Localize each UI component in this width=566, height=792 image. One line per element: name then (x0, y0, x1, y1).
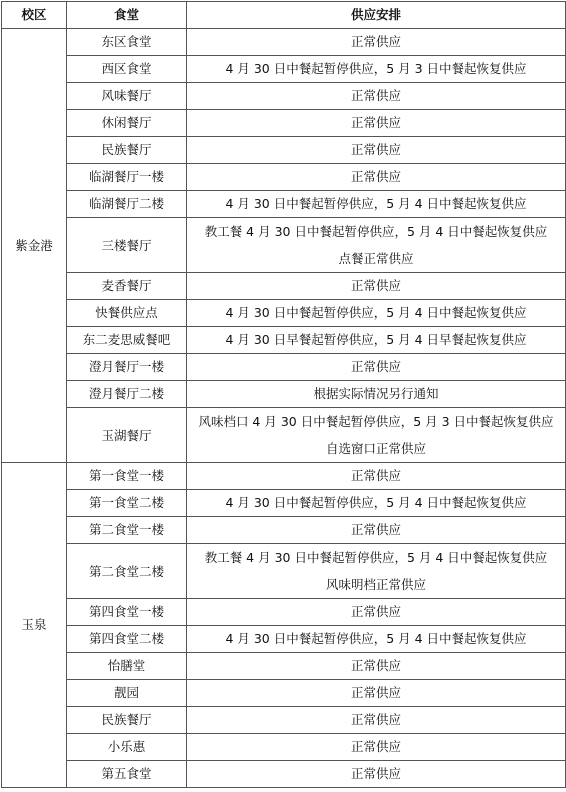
dining-hall-cell: 快餐供应点 (67, 300, 187, 327)
dining-hall-cell: 休闲餐厅 (67, 110, 187, 137)
header-arrangement: 供应安排 (187, 2, 566, 29)
arrangement-line: 点餐正常供应 (338, 251, 414, 266)
table-row (2, 300, 566, 327)
arrangement-cell (187, 191, 566, 218)
arrangement-line: 正常供应 (350, 604, 401, 619)
table-row (2, 218, 566, 273)
arrangement-cell (187, 707, 566, 734)
arrangement-cell (187, 761, 566, 788)
table-row (2, 191, 566, 218)
arrangement-line: 4 月 30 日中餐起暂停供应，5 月 4 日中餐起恢复供应 (225, 495, 527, 510)
table-header (2, 2, 566, 29)
dining-hall-cell: 第一食堂一楼 (67, 463, 187, 490)
dining-hall-cell: 第一食堂二楼 (67, 490, 187, 517)
arrangement-cell (187, 599, 566, 626)
arrangement-cell (187, 327, 566, 354)
arrangement-line: 4 月 30 日中餐起暂停供应，5 月 4 日中餐起恢复供应 (225, 631, 527, 646)
arrangement-cell (187, 626, 566, 653)
arrangement-line: 正常供应 (350, 766, 401, 781)
arrangement-line: 风味明档正常供应 (325, 577, 426, 592)
arrangement-line: 教工餐 4 月 30 日中餐起暂停供应，5 月 4 日中餐起恢复供应 (204, 224, 548, 239)
dining-hall-cell: 第五食堂 (67, 761, 187, 788)
dining-hall-cell: 玉湖餐厅 (67, 408, 187, 463)
arrangement-line: 4 月 30 日早餐起暂停供应，5 月 4 日早餐起恢复供应 (225, 332, 527, 347)
arrangement-cell (187, 273, 566, 300)
dining-hall-cell: 西区食堂 (67, 56, 187, 83)
campus-cell: 玉泉 (2, 463, 67, 788)
dining-hall-cell: 澄月餐厅二楼 (67, 381, 187, 408)
arrangement-line: 根据实际情况另行通知 (313, 386, 439, 401)
header-campus: 校区 (2, 2, 67, 29)
table-row (2, 599, 566, 626)
table-row (2, 653, 566, 680)
arrangement-line: 4 月 30 日中餐起暂停供应，5 月 4 日中餐起恢复供应 (225, 305, 527, 320)
dining-schedule-table (1, 1, 566, 788)
arrangement-line: 正常供应 (350, 522, 401, 537)
table-row (2, 56, 566, 83)
arrangement-cell (187, 137, 566, 164)
dining-hall-cell: 临湖餐厅一楼 (67, 164, 187, 191)
table-row (2, 490, 566, 517)
dining-hall-cell: 东二麦思威餐吧 (67, 327, 187, 354)
dining-hall-cell: 东区食堂 (67, 29, 187, 56)
table-row (2, 381, 566, 408)
arrangement-cell (187, 408, 566, 463)
arrangement-cell (187, 734, 566, 761)
arrangement-cell (187, 164, 566, 191)
arrangement-cell (187, 517, 566, 544)
arrangement-line: 自选窗口正常供应 (325, 441, 426, 456)
table-row (2, 273, 566, 300)
dining-hall-cell: 第四食堂二楼 (67, 626, 187, 653)
table-row (2, 29, 566, 56)
arrangement-line: 风味档口 4 月 30 日中餐起暂停供应，5 月 3 日中餐起恢复供应 (198, 414, 554, 429)
dining-hall-cell: 第四食堂一楼 (67, 599, 187, 626)
table-row (2, 110, 566, 137)
dining-hall-cell: 小乐惠 (67, 734, 187, 761)
arrangement-cell (187, 29, 566, 56)
table-row (2, 544, 566, 599)
arrangement-line: 正常供应 (350, 88, 401, 103)
dining-hall-cell: 民族餐厅 (67, 137, 187, 164)
table-row (2, 707, 566, 734)
table-row (2, 327, 566, 354)
table-row (2, 734, 566, 761)
arrangement-cell (187, 218, 566, 273)
header-row (2, 2, 566, 29)
table-row (2, 626, 566, 653)
arrangement-cell (187, 300, 566, 327)
table-body (2, 29, 566, 788)
arrangement-line: 正常供应 (350, 468, 401, 483)
table-row (2, 83, 566, 110)
arrangement-line: 正常供应 (350, 169, 401, 184)
table-row (2, 517, 566, 544)
arrangement-cell (187, 653, 566, 680)
arrangement-cell (187, 381, 566, 408)
arrangement-cell (187, 83, 566, 110)
arrangement-line: 正常供应 (350, 34, 401, 49)
dining-hall-cell: 民族餐厅 (67, 707, 187, 734)
table-row (2, 137, 566, 164)
dining-hall-cell: 麦香餐厅 (67, 273, 187, 300)
dining-hall-cell: 怡膳堂 (67, 653, 187, 680)
arrangement-line: 4 月 30 日中餐起暂停供应，5 月 4 日中餐起恢复供应 (225, 196, 527, 211)
dining-hall-cell: 风味餐厅 (67, 83, 187, 110)
dining-hall-cell: 第二食堂一楼 (67, 517, 187, 544)
arrangement-line: 正常供应 (350, 739, 401, 754)
table-row (2, 408, 566, 463)
dining-hall-cell: 第二食堂二楼 (67, 544, 187, 599)
arrangement-cell (187, 354, 566, 381)
arrangement-cell (187, 544, 566, 599)
arrangement-cell (187, 463, 566, 490)
table-row (2, 463, 566, 490)
arrangement-line: 4 月 30 日中餐起暂停供应，5 月 3 日中餐起恢复供应 (225, 61, 527, 76)
arrangement-cell (187, 110, 566, 137)
table-row (2, 164, 566, 191)
header-dining-hall: 食堂 (67, 2, 187, 29)
table-row (2, 761, 566, 788)
arrangement-line: 正常供应 (350, 278, 401, 293)
arrangement-line: 教工餐 4 月 30 日中餐起暂停供应，5 月 4 日中餐起恢复供应 (204, 550, 548, 565)
arrangement-line: 正常供应 (350, 712, 401, 727)
arrangement-line: 正常供应 (350, 685, 401, 700)
arrangement-cell (187, 680, 566, 707)
arrangement-line: 正常供应 (350, 142, 401, 157)
arrangement-cell (187, 490, 566, 517)
arrangement-line: 正常供应 (350, 658, 401, 673)
dining-hall-cell: 三楼餐厅 (67, 218, 187, 273)
dining-hall-cell: 临湖餐厅二楼 (67, 191, 187, 218)
arrangement-line: 正常供应 (350, 359, 401, 374)
table-row (2, 680, 566, 707)
dining-hall-cell: 澄月餐厅一楼 (67, 354, 187, 381)
campus-cell: 紫金港 (2, 29, 67, 463)
arrangement-cell (187, 56, 566, 83)
table-row (2, 354, 566, 381)
arrangement-line: 正常供应 (350, 115, 401, 130)
dining-hall-cell: 靓园 (67, 680, 187, 707)
